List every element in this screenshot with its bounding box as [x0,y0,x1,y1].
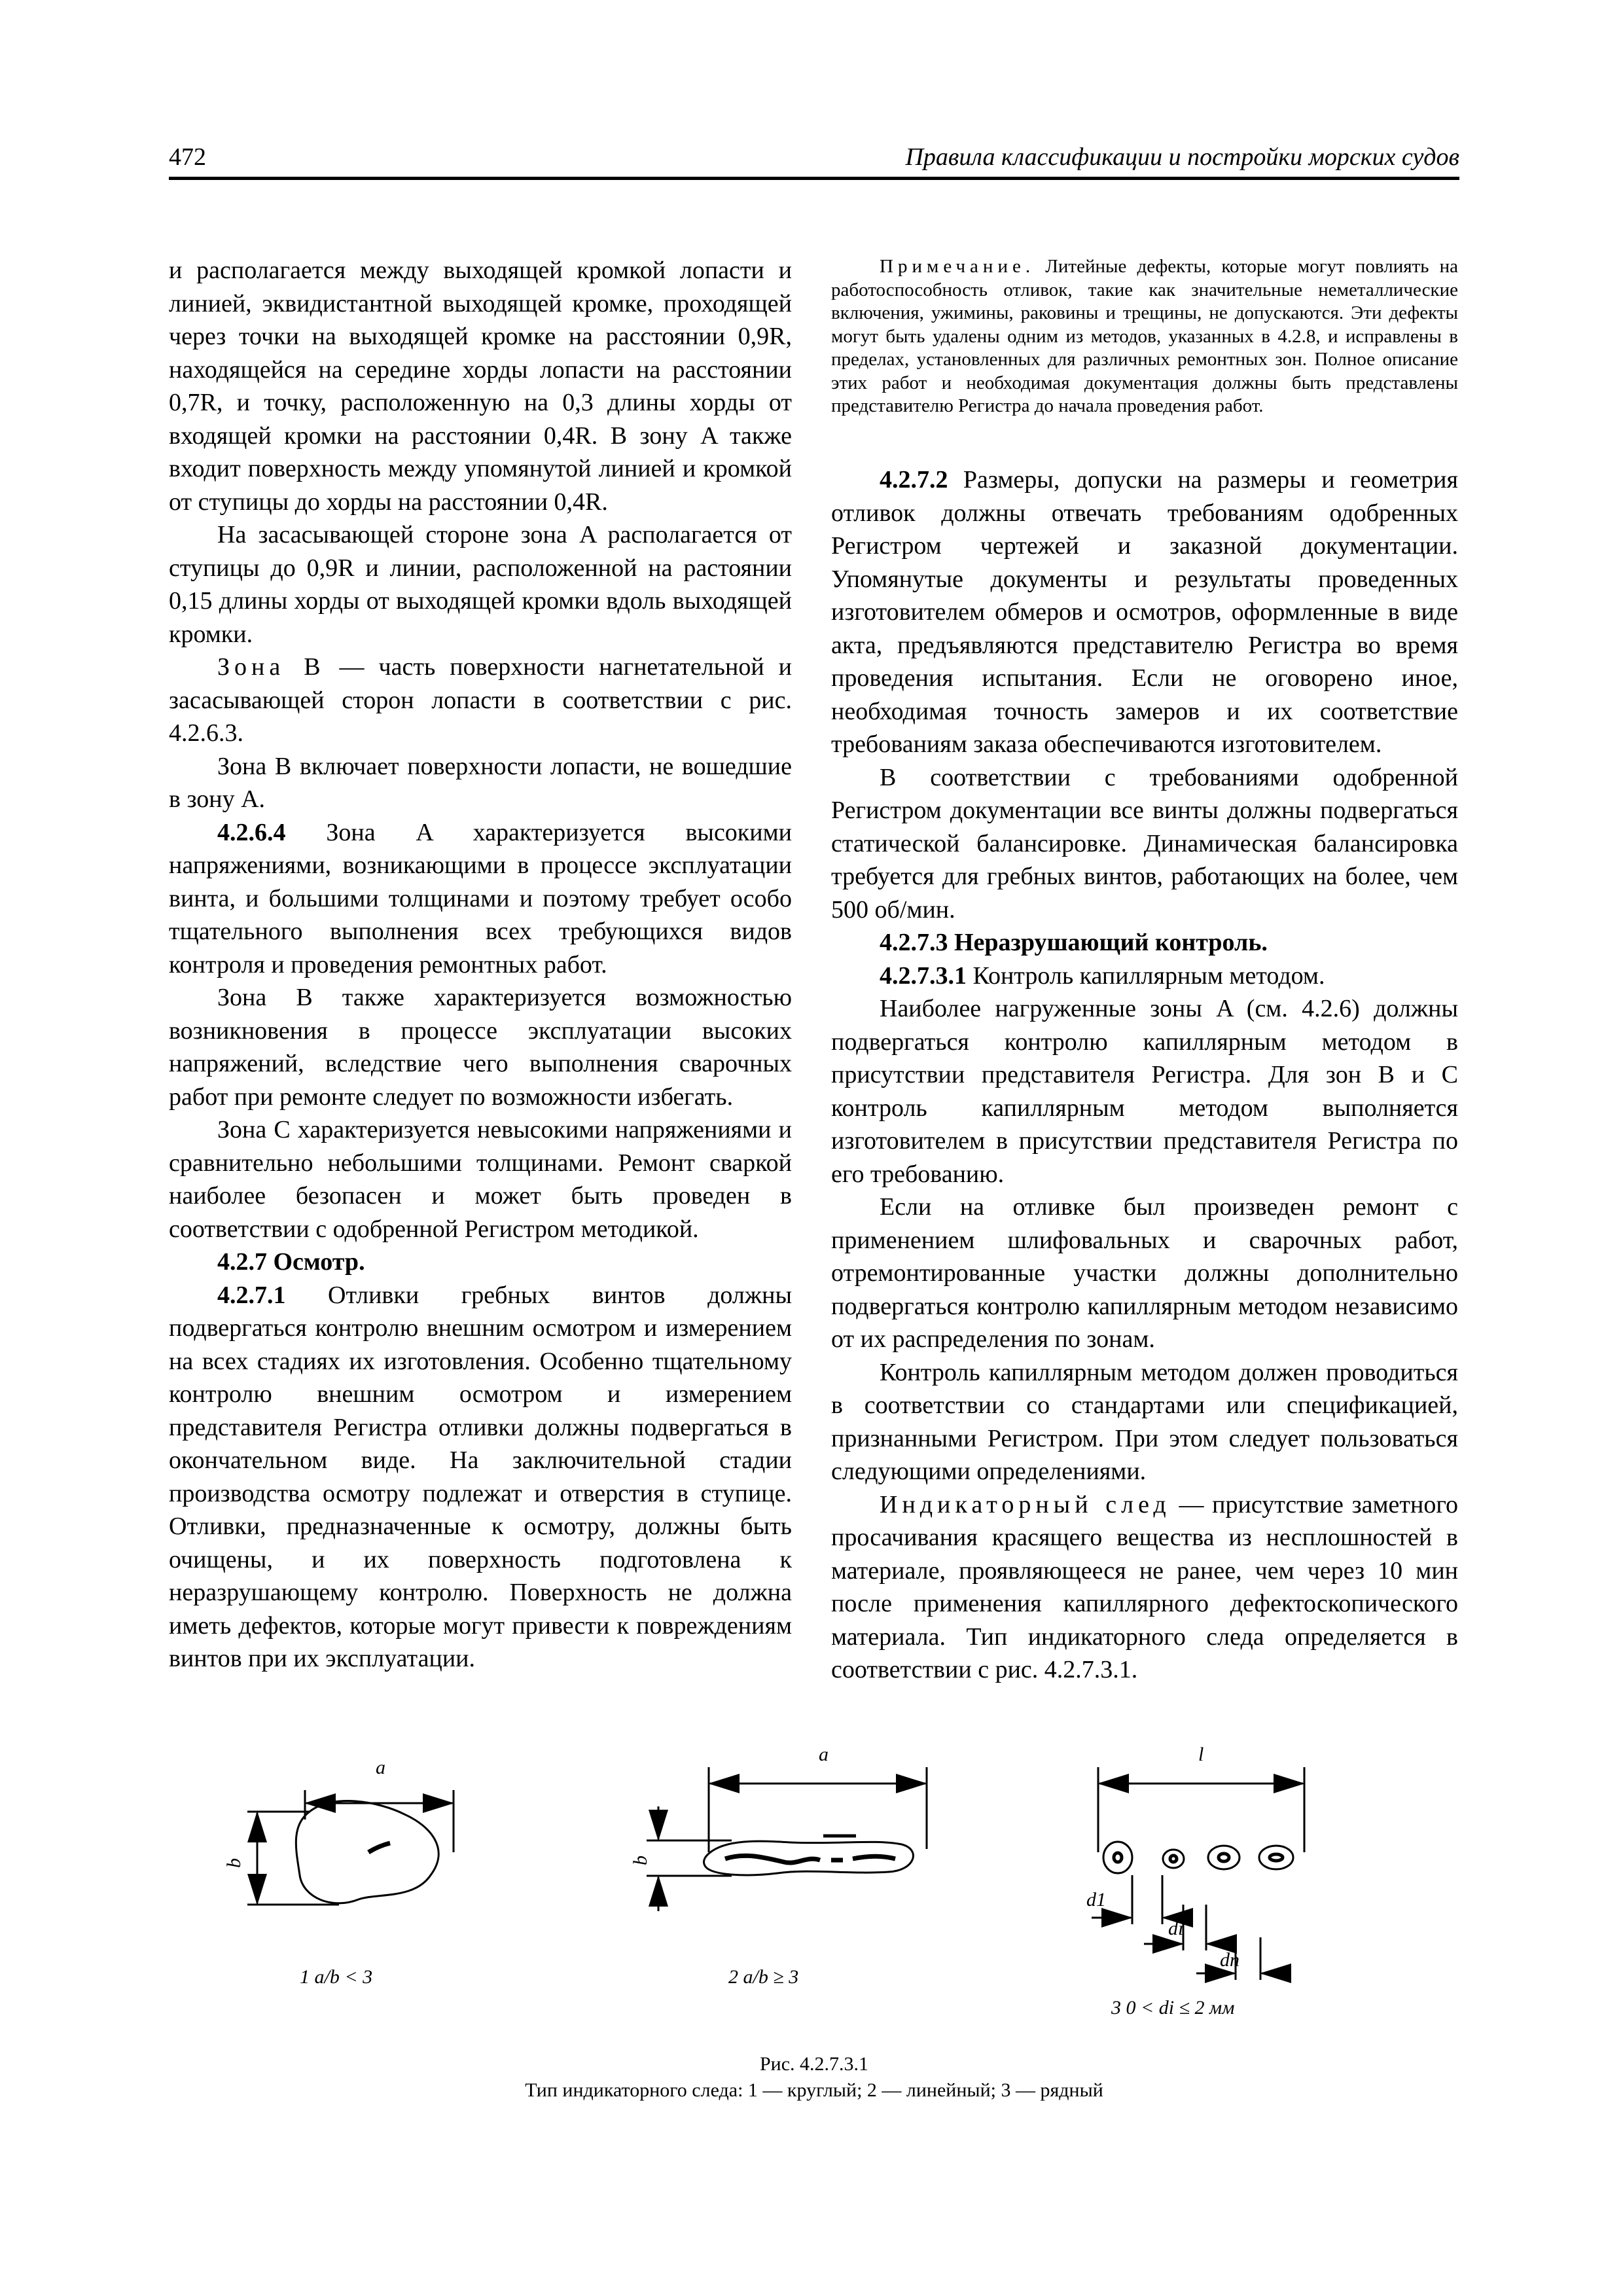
left-column [169,254,792,1676]
clause-number: 4.2.7.3.1 [880,961,967,990]
linear-trace-tail [853,1856,895,1859]
round-trace-outline [296,1801,438,1903]
figure-drawing [169,1728,1459,2094]
clause-number: 4.2.7.2 [880,466,948,493]
fig3-caption: 3 0 < di ≤ 2 мм [1111,1997,1235,2018]
paragraph-text: — присутствие заметного просачивания красящего вещества из несплошностей в материале, проявляющееся не ранее, чем через 10 мин после применения капиллярного дефектоскопического материала. Тип индикаторного следа определяется в соответствии с рис. 4.2.7.3.1. [831,1490,1458,1683]
figure-4-2-7-3-1 [169,1728,1459,2094]
figure-caption [169,2051,1459,2104]
heading-text: 4.2.7 Осмотр. [217,1248,365,1276]
paragraph-indicator-trace [831,1488,1458,1687]
paragraph-text: Зона A характеризуется высокими напряжениями, возникающими в процессе эксплуатации винта, и большими толщинами и поэтому требует особо тщательного выполнения всех требующихся видов контроля и проведения ремонтных работ. [169,818,792,978]
row-trace-dot-1 [1103,1842,1132,1873]
fig3-label-dn: dn [1220,1949,1240,1971]
paragraph-zone-b [169,651,792,750]
paragraph-4-2-6-4 [169,816,792,982]
paragraph-text: — часть поверхности нагнетательной и засасывающей сторон лопасти в соответствии с рис. 4.2.6.3. [169,653,792,747]
fig3-label-di: di [1168,1918,1184,1939]
row-trace-dot-3 [1208,1846,1240,1869]
fig2-label-a: a [819,1744,829,1765]
note-label: Примечание. [880,256,1035,277]
running-title: Правила классификации и постройки морских судов [905,143,1459,171]
paragraph: На засасывающей стороне зона A располагается от ступицы до 0,9R и линии, расположенной на растоянии 0,15 длины хорды от выходящей кромки вдоль выходящей кромки. [169,521,792,648]
row-trace-dot-1-core [1114,1853,1122,1862]
paragraph: Зона C характеризуется невысокими напряжениями и сравнительно небольшими толщинами. Ремонт сваркой наиболее безопасен и может быть проведен в соответствии с одобренной Регистром методикой. [169,1116,792,1243]
note-block [831,255,1458,418]
fig3-label-l: l [1198,1744,1204,1765]
row-trace-dot-3-core [1219,1854,1229,1861]
page-header [169,143,1459,181]
paragraph-4-2-7-1 [169,1279,792,1676]
term-indicator-trace: Индикаторный след [880,1490,1171,1518]
caption-title: Рис. 4.2.7.3.1 [759,2053,869,2075]
fig3-label-d1: d1 [1086,1889,1106,1910]
right-column [831,463,1458,1687]
fig1-label-a: a [376,1757,385,1778]
paragraph: Контроль капиллярным методом должен проводиться в соответствии со стандартами или спецификацией, признанными Регистром. При этом следует пользоваться следующими определениями. [831,1358,1458,1485]
linear-trace-core [725,1856,820,1863]
fig2-label-b: b [630,1856,651,1865]
fig1-caption: 1 a/b < 3 [300,1966,373,1988]
header-rule [169,177,1459,180]
heading-text: 4.2.7.3 Неразрушающий контроль. [880,929,1268,956]
row-trace-dot-2 [1163,1850,1184,1868]
note-paragraph [831,255,1458,418]
fig2-caption: 2 a/b ≥ 3 [728,1966,799,1988]
paragraph: Зона B включает поверхности лопасти, не вошедшие в зону A. [169,752,792,813]
page-number: 472 [169,143,206,171]
clause-number: 4.2.6.4 [217,818,286,846]
section-heading [831,926,1458,960]
paragraph: Наиболее нагруженные зоны A (см. 4.2.6) должны подвергаться контролю капиллярным методом в присутствии представителя Регистра. Для зон B и C контроль капиллярным методом выполняется изготовителем в присутствии представителя Регистра по его требованию. [831,995,1458,1188]
section-heading [169,1246,792,1279]
clause-number: 4.2.7.1 [217,1281,286,1309]
paragraph-text: Контроль капиллярным методом. [967,961,1325,990]
term-zone-b: Зона B [217,653,325,681]
caption-text: Тип индикаторного следа: 1 — круглый; 2 — линейный; 3 — рядный [525,2079,1103,2101]
paragraph-text: Отливки гребных винтов должны подвергаться контролю внешним осмотром и измерением на всех стадиях их изготовления. Особенно тщательному контролю внешним осмотром и измерением представителя Регистра отливки должны подвергаться в окончательном виде. На заключительной стадии производства осмотру подлежат и отверстия в ступице. Отливки, предназначенные к осмотру, должны быть очищены, и их поверхность подготовлена к неразрушающему контролю. Поверхность не должна иметь дефектов, которые могут привести к повреждениям винтов при их эксплуатации. [169,1281,792,1672]
paragraph: Зона B также характеризуется возможностью возникновения в процессе эксплуатации высоких напряжений, вследствие чего выполнения сварочных работ при ремонте следует по возможности избегать. [169,984,792,1111]
row-trace-dot-2-core [1170,1856,1177,1862]
note-text: Литейные дефекты, которые могут повлиять на работоспособность отливок, такие как значительные неметаллические включения, ужимины, раковины и трещины, не допускаются. Эти дефекты могут быть удалены одним из методов, указанных в 4.2.8, и исправлены в пределах, установленных для различных ремонтных зон. Полное описание этих работ и необходимая документация должны быть представлены представителю Регистра до начала проведения работ. [831,256,1458,416]
paragraph-4-2-7-2 [831,463,1458,761]
round-trace-core [368,1843,390,1852]
paragraph: и располагается между выходящей кромкой лопасти и линией, эквидистантной выходящей кромке, проходящей через точки на выходящей кромке на расстоянии 0,9R, находящейся на середине хорды лопасти на расстоянии 0,7R, и точку, расположенную на 0,3 длины хорды от входящей кромки на расстоянии 0,4R. В зону A также входит поверхность между упомянутой линией и кромкой от ступицы до хорды на расстоянии 0,4R. [169,257,792,516]
row-trace-dot-4-core [1270,1854,1283,1861]
paragraph: В соответствии с требованиями одобренной Регистром документации все винты должны подвергаться статической балансировке. Динамическая балансировка требуется для гребных винтов, работающих на более, чем 500 об/мин. [831,763,1458,924]
paragraph: Если на отливке был произведен ремонт с применением шлифовальных и сварочных работ, отремонтированные участки должны дополнительно подвергаться контролю капиллярным методом независимо от их распределения по зонам. [831,1193,1458,1353]
row-trace-dot-4 [1259,1846,1293,1869]
paragraph-4-2-7-3-1 [831,960,1458,993]
paragraph-text: Размеры, допуски на размеры и геометрия отливок должны отвечать требованиям одобренных Регистром чертежей и заказной документации. Упомянутые документы и результаты проведенных изготовителем обмеров и осмотров, оформленные в виде акта, предъявляются представителю Регистра во время проведения испытания. Если не оговорено иное, необходимая точность замеров и их соответствие требованиям заказа обеспечиваются изготовителем. [831,466,1458,758]
fig1-label-b: b [223,1858,245,1868]
